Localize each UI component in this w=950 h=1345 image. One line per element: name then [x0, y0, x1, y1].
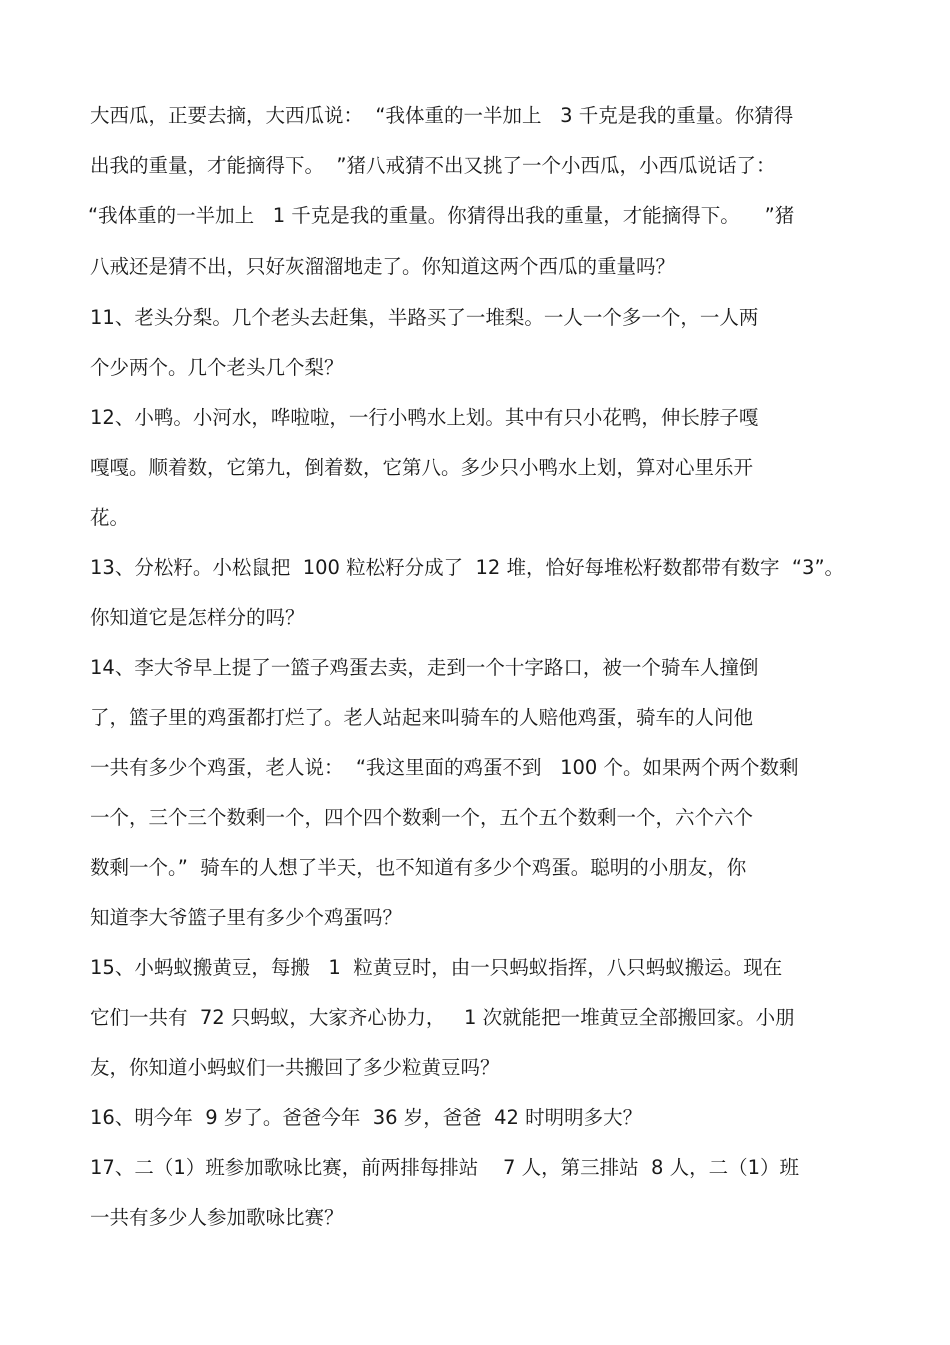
text-line: 友，你知道小蚂蚁们一共搬回了多少粒黄豆吗？: [90, 1056, 500, 1079]
text-line: “我体重的一半加上 1 千克是我的重量。你猜得出我的重量，才能摘得下。 ”猪: [88, 204, 795, 227]
text-line: 一个，三个三个数剩一个，四个四个数剩一个，五个五个数剩一个，六个六个: [90, 806, 754, 829]
text-line: 14、李大爷早上提了一篮子鸡蛋去卖，走到一个十字路口，被一个骑车人撞倒: [90, 656, 759, 679]
text-line: 一共有多少个鸡蛋，老人说： “我这里面的鸡蛋不到 100 个。如果两个两个数剩: [90, 756, 799, 779]
text-line: 出我的重量，才能摘得下。 ”猪八戒猜不出又挑了一个小西瓜，小西瓜说话了：: [90, 154, 776, 177]
text-line: 13、分松籽。小松鼠把 100 粒松籽分成了 12 堆，恰好每堆松籽数都带有数字 “3”。: [90, 556, 845, 579]
text-line: 你知道它是怎样分的吗？: [90, 606, 305, 629]
text-line: 16、明今年 9 岁了。爸爸今年 36 岁，爸爸 42 时明明多大？: [90, 1106, 643, 1129]
text-line: 17、二（1）班参加歌咏比赛，前两排每排站 7 人，第三排站 8 人，二（1）班: [90, 1156, 800, 1179]
text-line: 花。: [90, 506, 130, 529]
text-line: 嘎嘎。顺着数，它第九，倒着数，它第八。多少只小鸭水上划，算对心里乐开: [90, 456, 754, 479]
text-line: 知道李大爷篮子里有多少个鸡蛋吗？: [90, 906, 403, 929]
text-line: 数剩一个。” 骑车的人想了半天，也不知道有多少个鸡蛋。聪明的小朋友，你: [90, 856, 747, 879]
text-line: 一共有多少人参加歌咏比赛？: [90, 1206, 344, 1229]
text-line: 了，篮子里的鸡蛋都打烂了。老人站起来叫骑车的人赔他鸡蛋，骑车的人问他: [90, 706, 754, 729]
text-line: 大西瓜，正要去摘，大西瓜说： “我体重的一半加上 3 千克是我的重量。你猜得: [90, 104, 794, 127]
text-line: 12、小鸭。小河水，哗啦啦，一行小鸭水上划。其中有只小花鸭，伸长脖子嘎: [90, 406, 759, 429]
text-line: 15、小蚂蚁搬黄豆，每搬 1 粒黄豆时，由一只蚂蚁指挥，八只蚂蚁搬运。现在: [90, 956, 783, 979]
text-line: 它们一共有 72 只蚂蚁，大家齐心协力， 1 次就能把一堆黄豆全部搬回家。小朋: [90, 1006, 795, 1029]
text-line: 八戒还是猜不出，只好灰溜溜地走了。你知道这两个西瓜的重量吗？: [90, 255, 676, 278]
text-line: 个少两个。几个老头几个梨？: [90, 356, 344, 379]
text-line: 11、老头分梨。几个老头去赶集，半路买了一堆梨。一人一个多一个，一人两: [90, 306, 759, 329]
